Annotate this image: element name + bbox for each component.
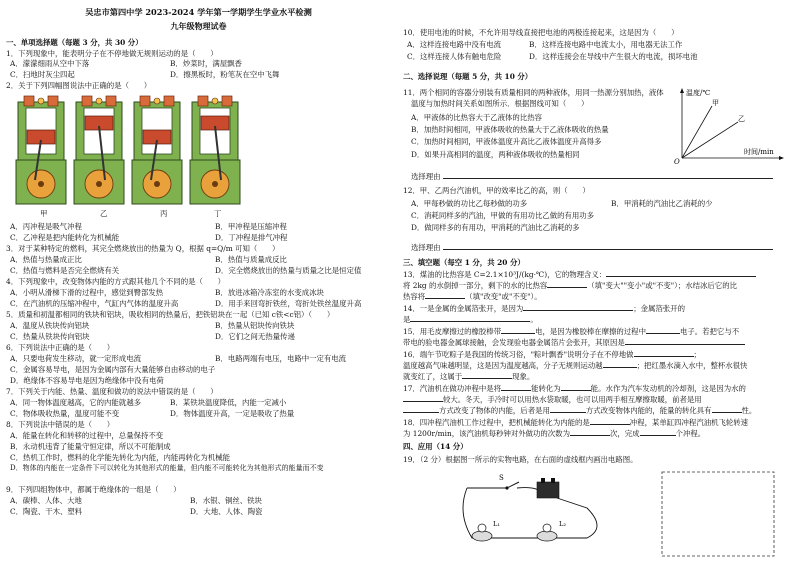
circuit-label-s: S bbox=[499, 474, 504, 482]
q12-option-c: C．消耗同样多的汽油，甲做的有用功比乙做的有用功多 bbox=[411, 211, 595, 220]
q16-blank-1[interactable] bbox=[634, 349, 694, 357]
q13-line3-text: 热容将 bbox=[403, 292, 426, 301]
graph-origin-label: O bbox=[674, 158, 680, 166]
q4-option-b: B．放进冰箱冷冻室的水变成冰块 bbox=[215, 288, 324, 297]
section-heading-4: 四、应用（14 分） bbox=[403, 442, 468, 451]
q9-option-a: A．碳棒、人体、大地 bbox=[10, 496, 82, 505]
question-11: 11．两个相同的容器分别装有质量相同的两种液体，用同一热源分别加热，液体 bbox=[403, 88, 664, 97]
q15-blank-1[interactable] bbox=[501, 326, 535, 334]
graph-series-yi: 乙 bbox=[738, 115, 745, 123]
q9-option-d: D．大地、人体、陶瓷 bbox=[190, 507, 263, 516]
section-heading-3: 三、填空题（每空 1 分，共 20 分） bbox=[403, 258, 525, 267]
q16-line3-text-b: 现象。 bbox=[512, 372, 535, 381]
temperature-time-graph bbox=[672, 86, 787, 166]
graph-x-label: 时间/min bbox=[744, 148, 774, 156]
q17-blank-1[interactable] bbox=[501, 383, 531, 391]
q10-option-c: C．这样连接人体有触电危险 bbox=[407, 52, 502, 61]
q3-option-a: A．热值与热量成正比 bbox=[10, 255, 82, 264]
q5-option-b: B．热量从铝块传向铁块 bbox=[215, 321, 295, 330]
q18-text: 18．四冲程汽油机工作过程中，把机械能转化为内能的是 bbox=[403, 418, 590, 427]
question-16-line3 bbox=[403, 371, 534, 381]
q2-option-d: D．丁冲程是排气冲程 bbox=[215, 233, 288, 242]
question-16-line2 bbox=[403, 360, 747, 370]
exhaust-valve bbox=[106, 96, 116, 106]
q2-option-b: B．甲冲程是压缩冲程 bbox=[215, 222, 287, 231]
q1-option-d: D．擦黑板时，粉笔灰在空中飞舞 bbox=[170, 70, 280, 79]
q17-blank-5[interactable] bbox=[550, 405, 586, 413]
q16-line2-text: 温度越高气味越明显，这是因为温度越高，分子无规则运动越 bbox=[403, 361, 603, 370]
engine-figure-ding bbox=[190, 96, 240, 204]
q6-option-a: A．只要电荷发生移动，就一定形成电流 bbox=[10, 354, 141, 363]
q15-text: 15．用毛皮摩擦过的橡胶棒带 bbox=[403, 327, 502, 336]
q18-line2-text-c: 个冲程。 bbox=[675, 429, 706, 438]
q1-option-c: C．扫地时灰尘四起 bbox=[10, 70, 75, 79]
question-3: 3．对于某种特定的燃料，其完全燃烧放出的热量为 Q，根据 q=Q/m 可知（ ） bbox=[6, 244, 280, 253]
q7-option-c: C．物体吸收热量，温度可能不变 bbox=[10, 409, 120, 418]
spark-plug bbox=[154, 98, 160, 104]
question-9: 9．下列四组物体中，都属于绝缘体的一组是（ ） bbox=[6, 485, 181, 494]
q15-text-c: 电子。若把它与不 bbox=[679, 327, 740, 336]
battery-terminal-2 bbox=[551, 478, 555, 483]
engine-label-yi: 乙 bbox=[100, 209, 108, 218]
crank-axle bbox=[96, 181, 102, 187]
q17-line3-text-c: 性。 bbox=[741, 406, 757, 415]
q3-option-d: D．完全燃烧放出的热量与质量之比是恒定值 bbox=[215, 266, 362, 275]
q5-option-a: A．温度从铁块传向铝块 bbox=[10, 321, 90, 330]
circuit-label-l2: L₂ bbox=[559, 520, 566, 528]
question-17-line2 bbox=[403, 394, 702, 404]
lamp-l2-base bbox=[537, 531, 557, 541]
battery-box bbox=[537, 482, 559, 498]
q14-text: 14．一是金属的金属箔张开，是因为 bbox=[403, 304, 524, 313]
q10-option-b: B．这样连接电路中电流太小，用电器无法工作 bbox=[529, 40, 683, 49]
question-18 bbox=[403, 417, 748, 427]
q14-blank-1[interactable] bbox=[523, 303, 633, 311]
q1-option-a: A．濛濛细雨从空中下落 bbox=[10, 59, 90, 68]
q11-reason-blank[interactable] bbox=[443, 171, 773, 179]
q15-text-b: 电，是因为橡胶棒在摩擦的过程中 bbox=[535, 327, 646, 336]
q4-option-a: A．小明从滑梯下滑的过程中，感觉到臀部发热 bbox=[10, 288, 164, 297]
exam-title: 吴忠市第四中学 2023-2024 学年第一学期学生学业水平检测 bbox=[85, 7, 312, 17]
spark-plug bbox=[38, 98, 44, 104]
q17-text: 17．汽油机在做功冲程中是将 bbox=[403, 384, 502, 393]
engine-label-ding: 丁 bbox=[214, 209, 222, 218]
circuit-figure bbox=[437, 468, 782, 558]
question-7: 7．下列关于内能、热量、温度和做功的说法中错误的是（ ） bbox=[6, 387, 218, 396]
q18-blank-3[interactable] bbox=[640, 428, 676, 436]
q16-blank-2[interactable] bbox=[603, 360, 637, 368]
question-11-line2: 温度与加热时间关系如图所示．根据图线可知（ ） bbox=[411, 99, 589, 108]
exhaust-valve bbox=[48, 96, 58, 106]
question-13 bbox=[403, 269, 756, 279]
spark-plug bbox=[96, 98, 102, 104]
q14-blank-2[interactable] bbox=[410, 314, 530, 322]
question-1: 1．下列现象中，能表明分子在不停地做无规则运动的是（ ） bbox=[6, 49, 218, 58]
q10-option-d: D．这样连接会在导线中产生很大的电流，损坏电池 bbox=[529, 52, 698, 61]
q13-text: 13．煤油的比热容是 C=2.1×10³J/(kg·℃)，它的物理含义： bbox=[403, 270, 607, 279]
q2-option-c: C．乙冲程是把内能转化为机械能 bbox=[10, 233, 120, 242]
q17-text-b: 能转化为 bbox=[531, 384, 561, 393]
q8-option-d: D．物体的内能在一定条件下可以转化为其他形式的能量，但内能不可能转化为其他形式的能量而不变 bbox=[10, 464, 324, 472]
q3-option-c: C．热值与燃料是否完全燃烧有关 bbox=[10, 266, 120, 275]
q11-reason-label bbox=[411, 171, 773, 181]
question-14 bbox=[403, 303, 685, 313]
engine-strokes-figure bbox=[0, 92, 397, 222]
q12-reason-text: 选择理由 bbox=[411, 243, 441, 252]
question-4: 4．下列现象中，改变物体内能的方式跟其他几个不同的是（ ） bbox=[6, 277, 226, 286]
q14-text-b: ；金属箔张开的 bbox=[633, 304, 686, 313]
q11-option-d: D．如果升高相同的温度，两种液体吸收的热量相同 bbox=[411, 150, 580, 159]
q3-option-b: B．热值与质量成反比 bbox=[215, 255, 287, 264]
q18-text-b: 冲程，某单缸四冲程汽油机飞轮转速 bbox=[629, 418, 749, 427]
q4-option-c: C．在汽油机的压缩冲程中，气缸内气体的温度升高 bbox=[10, 299, 179, 308]
q12-option-b: B．甲消耗的汽油比乙消耗的少 bbox=[611, 199, 713, 208]
q18-blank-1[interactable] bbox=[590, 417, 630, 425]
graph-x-arrow bbox=[779, 156, 784, 160]
q17-line3-text: 方式改变了物体的内能，后者是用 bbox=[439, 406, 550, 415]
q13-blank-3[interactable] bbox=[425, 291, 465, 299]
q17-blank-2[interactable] bbox=[561, 383, 591, 391]
question-8: 8．下列说法中错误的是（ ） bbox=[6, 420, 115, 429]
battery-terminal-1 bbox=[541, 478, 545, 483]
question-2: 2．关于下列四幅图说法中正确的是（ ） bbox=[6, 81, 152, 90]
crank-axle bbox=[38, 181, 44, 187]
crank-axle bbox=[154, 181, 160, 187]
question-15 bbox=[403, 326, 739, 336]
switch-pivot bbox=[505, 486, 508, 489]
q1-option-b: B．炒菜时，满屋飘香 bbox=[170, 59, 242, 68]
engine-label-jia: 甲 bbox=[40, 209, 48, 218]
q9-option-c: C．陶瓷、干木、塑料 bbox=[10, 507, 83, 516]
question-14-line2 bbox=[403, 314, 538, 324]
q17-line3-text-b: 方式改变物体内能的，能量的转化具有 bbox=[585, 406, 712, 415]
q15-blank-3[interactable] bbox=[625, 337, 745, 345]
q11-option-a: A．甲液体的比热容大于乙液体的比热容 bbox=[411, 113, 542, 122]
question-15-line2 bbox=[403, 337, 745, 347]
question-18-line2 bbox=[403, 428, 705, 438]
q14-line2-text: 是 bbox=[403, 315, 411, 324]
q13-line2-text: 将 2kg 的水倒掉一部分，剩下的水的比热容 bbox=[403, 281, 548, 290]
answer-dashed-box[interactable] bbox=[662, 472, 774, 556]
q2-option-a: A．丙冲程是吸气冲程 bbox=[10, 222, 82, 231]
crank-axle bbox=[212, 181, 218, 187]
q16-text-b: ； bbox=[693, 350, 701, 359]
q16-blank-3[interactable] bbox=[462, 371, 512, 379]
question-16 bbox=[403, 349, 701, 359]
q11-option-c: C．加热时间相同，甲液体温度升高比乙液体温度升高得多 bbox=[411, 137, 602, 146]
question-13-line2 bbox=[403, 280, 737, 290]
graph-series-jia: 甲 bbox=[712, 99, 719, 107]
intake-valve bbox=[82, 96, 92, 106]
q8-option-c: C．热机工作时，燃料的化学能先转化为内能，内能再转化为机械能 bbox=[10, 453, 230, 462]
question-5: 5．质量和初温都相同的铁块和铝块，吸收相同的热量后，把铁铝块在一起（已知 c铁<c铝）（ ） bbox=[6, 310, 335, 319]
q13-blank-2[interactable] bbox=[547, 280, 587, 288]
q12-option-d: D．做同样多的有用功，甲消耗的汽油比乙消耗的多 bbox=[411, 223, 580, 232]
q12-option-a: A．甲每秒做的功比乙每秒做的功多 bbox=[411, 199, 528, 208]
q13-line2-text-b: （填"变大""变小"或"不变"）；水结冰后它的比 bbox=[587, 281, 737, 290]
lamp-l2-bulb bbox=[543, 524, 551, 532]
q7-option-b: B．某铁块温度降低，内能一定减小 bbox=[170, 398, 287, 407]
q18-line2-text: 为 1200r/min，该汽油机每秒钟对外做功的次数为 bbox=[403, 429, 570, 438]
q5-option-c: C．热量从铁块传向铝块 bbox=[10, 332, 90, 341]
q13-blank-1[interactable] bbox=[606, 269, 756, 277]
exhaust-valve bbox=[222, 96, 232, 106]
q17-line2-text: 较大。冬天，手冷时可以用热水袋取暖，也可以用两手相互摩擦取暖，前者是用 bbox=[443, 395, 702, 404]
graph-y-arrow bbox=[680, 88, 684, 93]
q16-line3-text: 就变红了，这属于 bbox=[403, 372, 463, 381]
q6-option-b: B．电路两端有电压，电路中一定有电流 bbox=[215, 354, 347, 363]
q12-reason-blank[interactable] bbox=[443, 242, 773, 250]
graph-line-yi bbox=[682, 122, 738, 158]
q5-option-d: D．它们之间无热量传递 bbox=[215, 332, 295, 341]
engine-label-bing: 丙 bbox=[160, 209, 168, 218]
circuit-label-l1: L₁ bbox=[493, 520, 500, 528]
q8-option-a: A．能量在转化和转移的过程中，总量保持不变 bbox=[10, 431, 164, 440]
graph-y-label: 温度/℃ bbox=[686, 89, 711, 97]
q4-option-d: D．用手来回弯折铁丝，弯折处铁丝温度升高 bbox=[215, 299, 362, 308]
q12-reason-label bbox=[411, 242, 773, 252]
q11-reason-text: 选择理由 bbox=[411, 172, 441, 181]
lamp-l1-base bbox=[472, 531, 492, 541]
q18-line2-text-b: 次，完成 bbox=[609, 429, 640, 438]
q16-text: 16．端午节吃粽子是我国的传统习俗，"粽叶飘香"说明分子在不停地做 bbox=[403, 350, 634, 359]
intake-valve bbox=[198, 96, 208, 106]
q17-text-c: 能。水作为汽车发动机的冷却剂，这是因为水的 bbox=[590, 384, 746, 393]
graph-line-jia bbox=[682, 106, 712, 158]
q8-option-b: B．永动机违背了能量守恒定律，所以不可能制成 bbox=[10, 442, 171, 451]
q15-line2-text: 带电的验电器金属球接触，会发现验电器金属箔片会张开，其原因是 bbox=[403, 338, 625, 347]
intake-valve bbox=[24, 96, 34, 106]
q14-line2-text-b: 。 bbox=[530, 315, 538, 324]
spark-plug bbox=[212, 98, 218, 104]
exam-subtitle: 九年级物理试卷 bbox=[170, 21, 227, 31]
exhaust-valve bbox=[164, 96, 174, 106]
switch-lever bbox=[507, 482, 519, 488]
q10-option-a: A．这样连接电路中没有电流 bbox=[407, 40, 502, 49]
q16-line2-text-b: ；把红墨水滴入水中，整杯水很快 bbox=[636, 361, 748, 370]
q17-blank-6[interactable] bbox=[712, 405, 742, 413]
q6-option-d: D．绝缘体不容易导电是因为绝缘体中没有电荷 bbox=[10, 376, 164, 385]
engine-figure-yi bbox=[74, 96, 124, 204]
question-6: 6．下列说法中正确的是（ ） bbox=[6, 343, 115, 352]
q17-blank-3[interactable] bbox=[403, 394, 443, 402]
engine-figure-jia bbox=[16, 96, 66, 204]
right-column bbox=[397, 0, 794, 561]
q15-blank-2[interactable] bbox=[646, 326, 680, 334]
q7-option-a: A．同一物体温度越高，它的内能就越多 bbox=[10, 398, 141, 407]
question-12: 12．甲、乙两台汽油机，甲的效率比乙的高，则（ ） bbox=[403, 186, 590, 195]
q6-option-c: C．金属容易导电，是因为金属内部有大量能够自由移动的电子 bbox=[10, 365, 216, 374]
q18-blank-2[interactable] bbox=[570, 428, 610, 436]
q9-option-b: B．水银、铜丝、铁块 bbox=[190, 496, 262, 505]
section-heading-2: 二、选择说理（每题 5 分，共 10 分） bbox=[403, 72, 533, 81]
question-17 bbox=[403, 383, 746, 393]
intake-valve bbox=[140, 96, 150, 106]
lamp-l1-bulb bbox=[478, 524, 486, 532]
section-heading-1: 一、单项选择题（每题 3 分，共 30 分） bbox=[6, 38, 143, 47]
q13-line3-text-b: （填"改变"或"不变"）。 bbox=[465, 292, 542, 301]
q11-option-b: B．加热时间相同，甲液体吸收的热量大于乙液体吸收的热量 bbox=[411, 125, 609, 134]
engine-figure-bing bbox=[132, 96, 182, 204]
question-17-line3 bbox=[403, 405, 756, 415]
q17-blank-4[interactable] bbox=[403, 405, 439, 413]
question-19: 19．（2 分）根据图一所示的实物电路，在右面的虚线框内画出电路图。 bbox=[403, 455, 638, 464]
q7-option-d: D．物体温度升高，一定是吸收了热量 bbox=[170, 409, 295, 418]
question-13-line3 bbox=[403, 291, 542, 301]
question-10: 10．使用电池的时候，不允许用导线直接把电池的两极连接起来，这是因为（ ） bbox=[403, 28, 679, 37]
